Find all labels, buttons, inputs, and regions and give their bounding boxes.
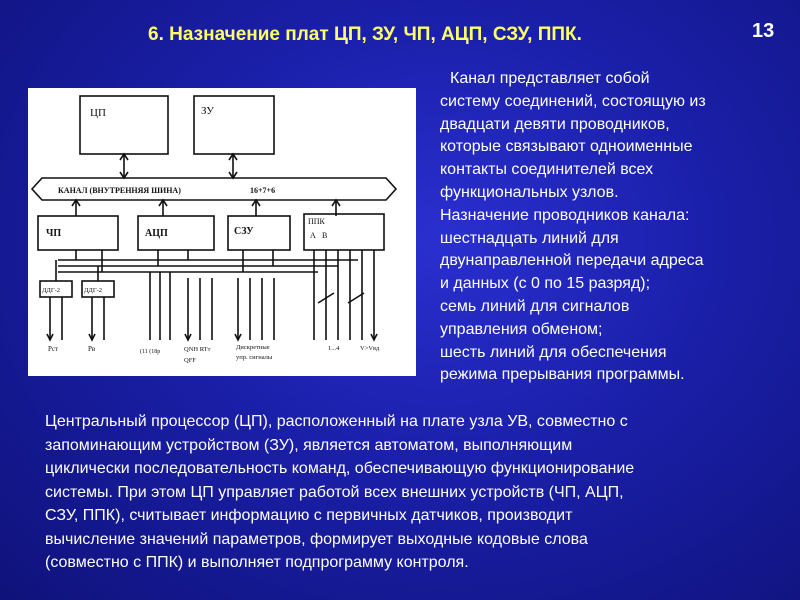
memory-label: ЗУ — [201, 105, 215, 117]
slide-title: 6. Назначение плат ЦП, ЗУ, ЧП, АЦП, СЗУ, ППК. — [148, 24, 582, 45]
szu-label: СЗУ — [234, 226, 254, 237]
ppk-a-label: А — [310, 231, 316, 240]
qnh-label: QNH RTт — [184, 346, 211, 353]
text-line: циклически последовательность команд, обеспечивающую функционирование — [45, 460, 635, 477]
text-line: шестнадцать линий для — [440, 229, 619, 247]
text-line: Канал представляет собой — [450, 70, 650, 87]
block-diagram — [28, 88, 416, 376]
bus-label: КАНАЛ (ВНУТРЕННЯЯ ШИНА) — [58, 186, 181, 195]
ddg-label-2: ДДГ-2 — [84, 287, 103, 294]
text-line: функциональных узлов. — [440, 183, 619, 201]
clk-label: (11 (18р — [140, 349, 161, 355]
channel-description — [440, 68, 790, 387]
text-line: запоминающим устройством (ЗУ), является автоматом, выполняющим — [45, 436, 573, 454]
text-line: (совместно с ППК) и выполняет подпрограмму контроля. — [45, 554, 469, 571]
text-line: и данных (с 0 по 15 разряд); — [440, 275, 651, 293]
discrete-label-2: упр. сигналы — [236, 354, 273, 361]
text-line: двунаправленной передачи адреса — [440, 252, 704, 270]
ddg-label-1: ДДГ-2 — [42, 287, 61, 294]
rv-label: Рв — [88, 345, 96, 353]
cpu-description — [45, 410, 790, 575]
discrete-label-1: Дискретные — [236, 344, 270, 351]
text-line: вычисление значений параметров, формирует выходные кодовые слова — [45, 530, 588, 548]
text-line: СЗУ, ППК), считывает информацию с первичных датчиков, производит — [45, 507, 573, 524]
text-line: Центральный процессор (ЦП), расположенный на плате узла УВ, совместно с — [45, 413, 628, 430]
bus-count-label: 16+7+6 — [250, 186, 276, 195]
chp-label: ЧП — [46, 228, 62, 239]
range-label: 1...4 — [328, 345, 340, 352]
text-line: системы. При этом ЦП управляет работой всех внешних устройств (ЧП, АЦП, — [45, 483, 624, 501]
vvd-label: V>Vвд — [360, 345, 380, 352]
block-diagram-svg — [28, 88, 416, 376]
ppk-b-label: В — [322, 231, 328, 240]
rst-label: Рст — [48, 345, 59, 353]
text-line: систему соединений, состоящую из — [440, 92, 706, 110]
text-line: режима прерывания программы. — [440, 366, 685, 384]
qff-label: QFF — [184, 357, 196, 364]
cpu-label: ЦП — [90, 107, 106, 119]
text-line: которые связывают одноименные — [440, 138, 693, 156]
text-line: семь линий для сигналов — [440, 297, 630, 315]
cpu-block — [80, 96, 168, 154]
text-line: двадцати девяти проводников, — [440, 115, 670, 133]
text-line: управления обменом; — [440, 320, 603, 338]
text-line: контакты соединителей всех — [440, 161, 654, 179]
text-line: шесть линий для обеспечения — [440, 343, 667, 361]
slide-number: 13 — [752, 20, 775, 42]
text-line: Назначение проводников канала: — [440, 206, 690, 224]
adc-label: АЦП — [145, 228, 168, 239]
ppk-label: ППК — [308, 217, 325, 226]
